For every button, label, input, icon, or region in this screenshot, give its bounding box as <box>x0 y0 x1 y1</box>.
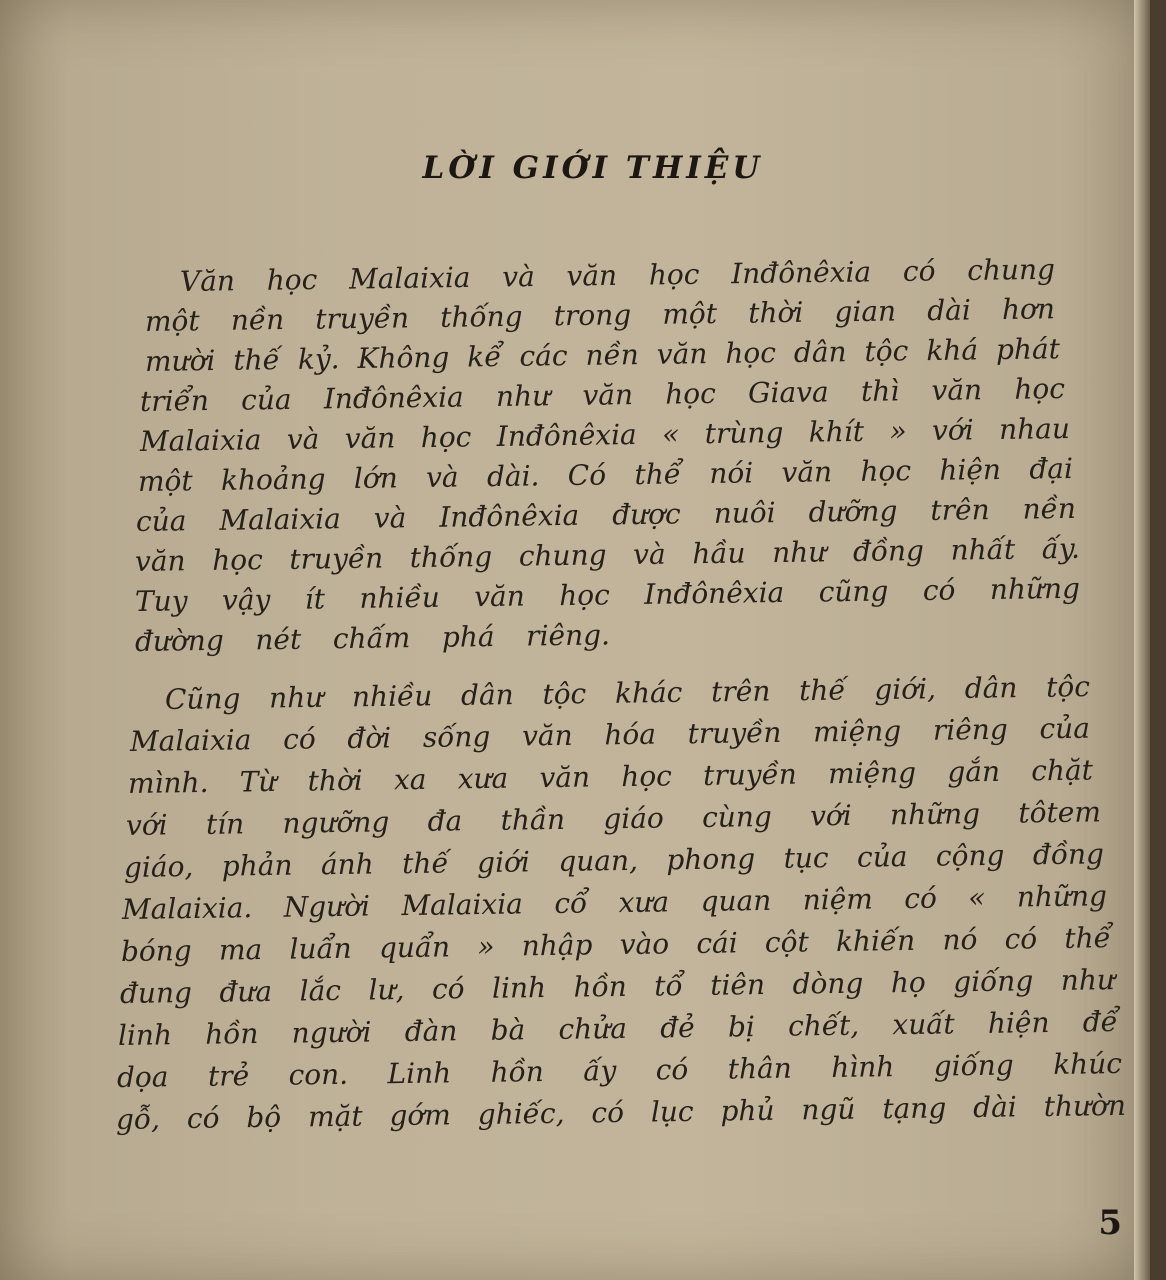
text-line: mình. Từ thời xa xưa văn học truyền miệng gắn chặt <box>127 753 1094 800</box>
text-line: Cũng như nhiều dân tộc khác trên thế giới, dân tộc <box>164 670 1091 716</box>
text-line: đường nét chấm phá riêng. <box>134 618 611 658</box>
text-line: đung đưa lắc lư, có linh hồn tổ tiên dòng họ giống như <box>119 963 1116 1010</box>
text-line: gỗ, có bộ mặt gớm ghiếc, có lục phủ ngũ tạng dài thườn <box>115 1088 1127 1136</box>
text-line: giáo, phản ánh thế giới quan, phong tục của cộng đồng <box>123 837 1105 884</box>
text-line: dọa trẻ con. Linh hồn ấy có thân hình giống khúc <box>116 1046 1123 1094</box>
text-line: bóng ma luẩn quẩn » nhập vào cái cột khiến nó có thể <box>120 921 1112 968</box>
text-line: một nền truyền thống trong một thời gian dài hơn <box>144 292 1056 338</box>
text-line: linh hồn người đàn bà chửa đẻ bị chết, xuất hiện để <box>117 1005 1119 1052</box>
text-line: Malaixia và văn học Inđônêxia « trùng khít » với nhau <box>139 412 1071 458</box>
text-line: Văn học Malaixia và văn học Inđônêxia có chung <box>179 252 1056 298</box>
page-title: LỜI GIỚI THIỆU <box>422 150 764 186</box>
text-line: với tín ngưỡng đa thần giáo cùng với những tôtem <box>125 795 1102 842</box>
text-line: một khoảng lớn và dài. Có thể nói văn học hiện đại <box>137 451 1074 498</box>
text-line: Malaixia. Người Malaixia cổ xưa quan niệm có « những <box>121 879 1108 926</box>
text-line: Malaixia có đời sống văn hóa truyền miệng riêng của <box>129 711 1091 758</box>
text-line: Tuy vậy ít nhiều văn học Inđônêxia cũng có những <box>134 571 1081 618</box>
text-line: của Malaixia và Inđônêxia được nuôi dưỡng trên nền <box>135 491 1077 538</box>
page-number: 5 <box>1098 1203 1122 1243</box>
text-line: văn học truyền thống chung và hầu như đồng nhất ấy. <box>134 531 1081 578</box>
text-line: triển của Inđônêxia như văn học Giava thì văn học <box>139 372 1066 418</box>
text-line: mười thế kỷ. Không kể các nền văn học dân tộc khá phát <box>144 332 1061 378</box>
